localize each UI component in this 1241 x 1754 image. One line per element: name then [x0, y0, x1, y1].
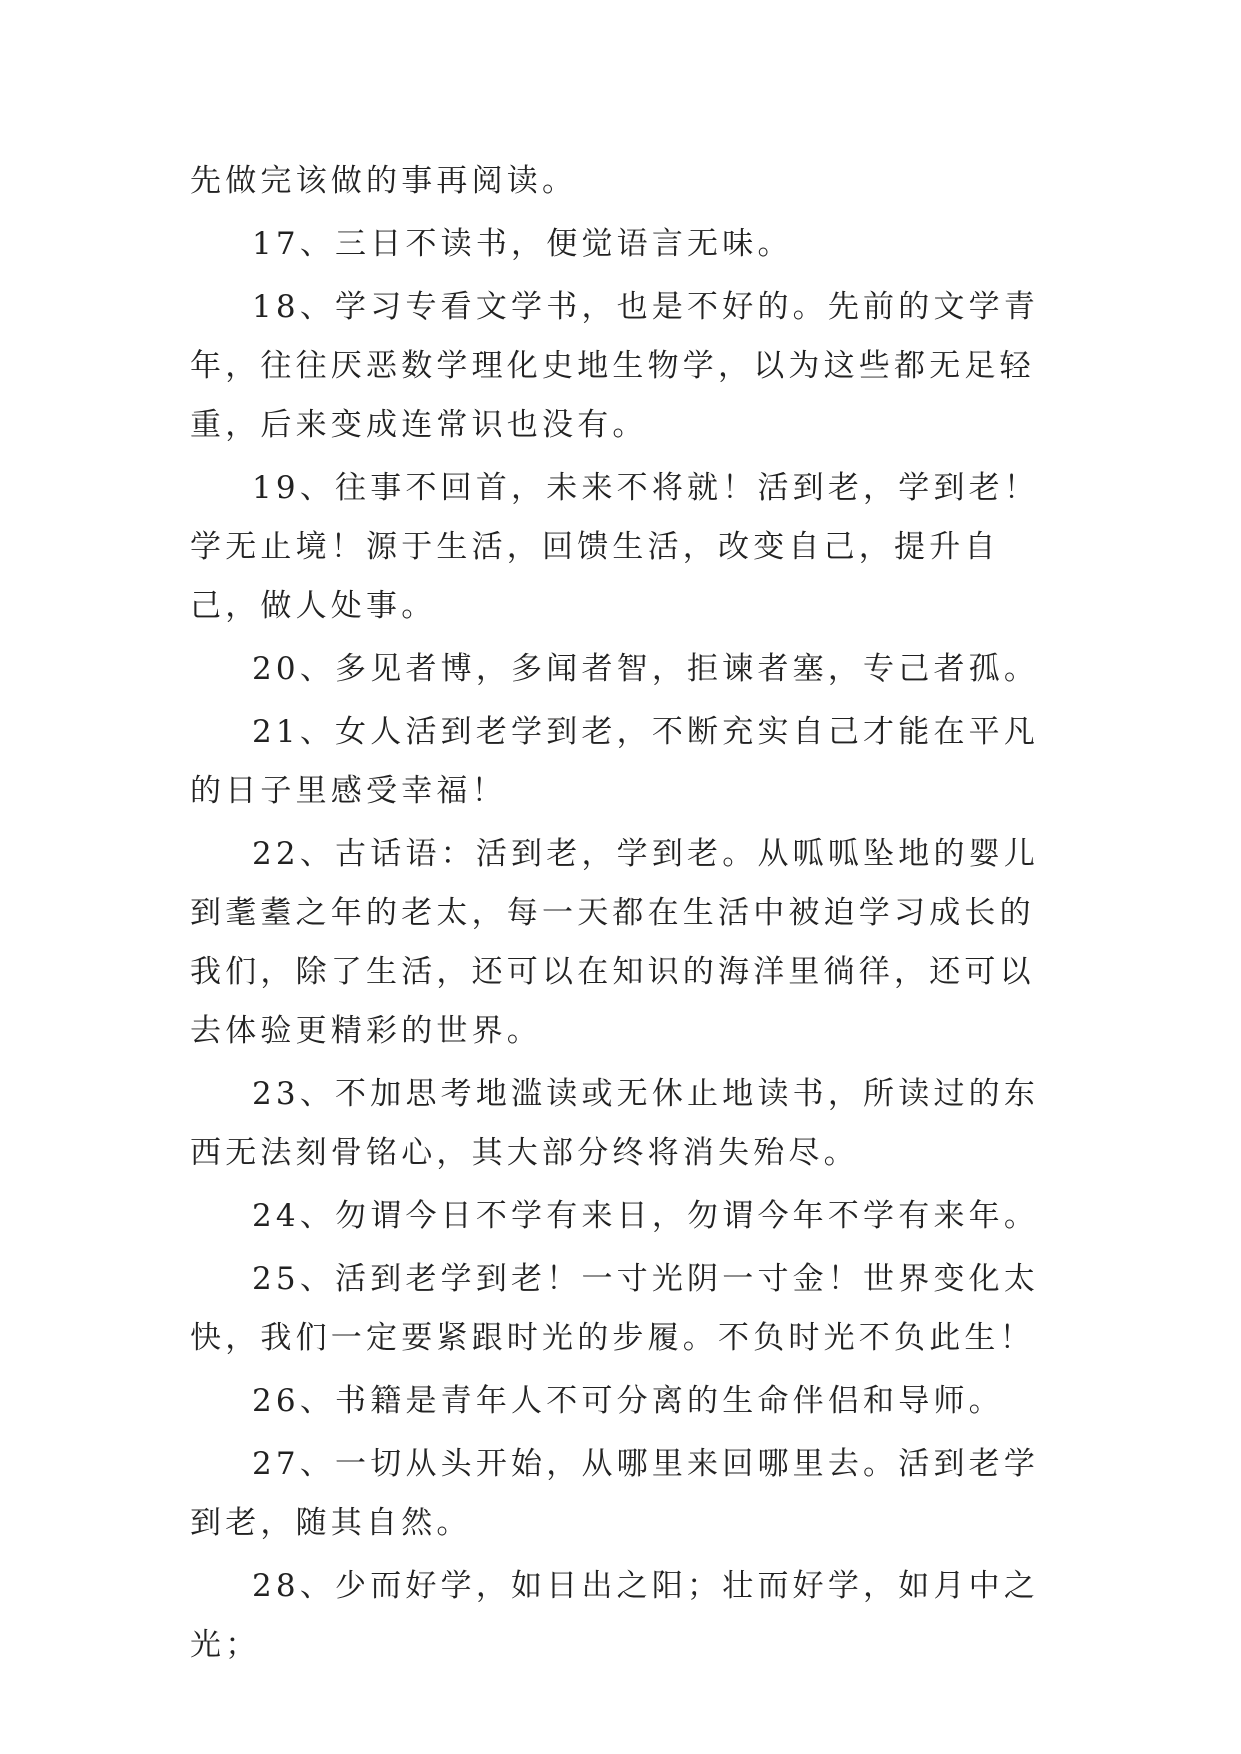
paragraph-19: 19、往事不回首，未来不将就！活到老，学到老！学无止境！源于生活，回馈生活，改变自己，提升自己，做人处事。: [190, 470, 1040, 624]
paragraph-22: 22、古话语：活到老，学到老。从呱呱坠地的婴儿到耄耋之年的老太，每一天都在生活中被迫学习成长的我们，除了生活，还可以在知识的海洋里徜徉，还可以去体验更精彩的世界。: [190, 836, 1040, 1049]
document-body: [190, 152, 1060, 1679]
paragraph-continuation: 先做完该做的事再阅读。: [190, 163, 578, 199]
paragraph-23: 23、不加思考地滥读或无休止地读书，所读过的东西无法刻骨铭心，其大部分终将消失殆尽。: [190, 1076, 1040, 1171]
paragraph-21: 21、女人活到老学到老，不断充实自己才能在平凡的日子里感受幸福！: [190, 714, 1040, 809]
paragraph-28: 28、少而好学，如日出之阳；壮而好学，如月中之光；: [190, 1568, 1040, 1663]
paragraph-26: 26、书籍是青年人不可分离的生命伴侣和导师。: [252, 1383, 1004, 1419]
paragraph-27: 27、一切从头开始，从哪里来回哪里去。活到老学到老，随其自然。: [190, 1446, 1040, 1541]
paragraph-17: 17、三日不读书，便觉语言无味。: [252, 226, 793, 262]
paragraph-25: 25、活到老学到老！一寸光阴一寸金！世界变化太快，我们一定要紧跟时光的步履。不负时光不负此生！: [190, 1261, 1040, 1356]
paragraph-24: 24、勿谓今日不学有来日，勿谓今年不学有来年。: [252, 1198, 1040, 1234]
paragraph-18: 18、学习专看文学书，也是不好的。先前的文学青年，往往厌恶数学理化史地生物学，以为这些都无足轻重，后来变成连常识也没有。: [190, 289, 1040, 443]
paragraph-20: 20、多见者博，多闻者智，拒谏者塞，专己者孤。: [252, 651, 1040, 687]
